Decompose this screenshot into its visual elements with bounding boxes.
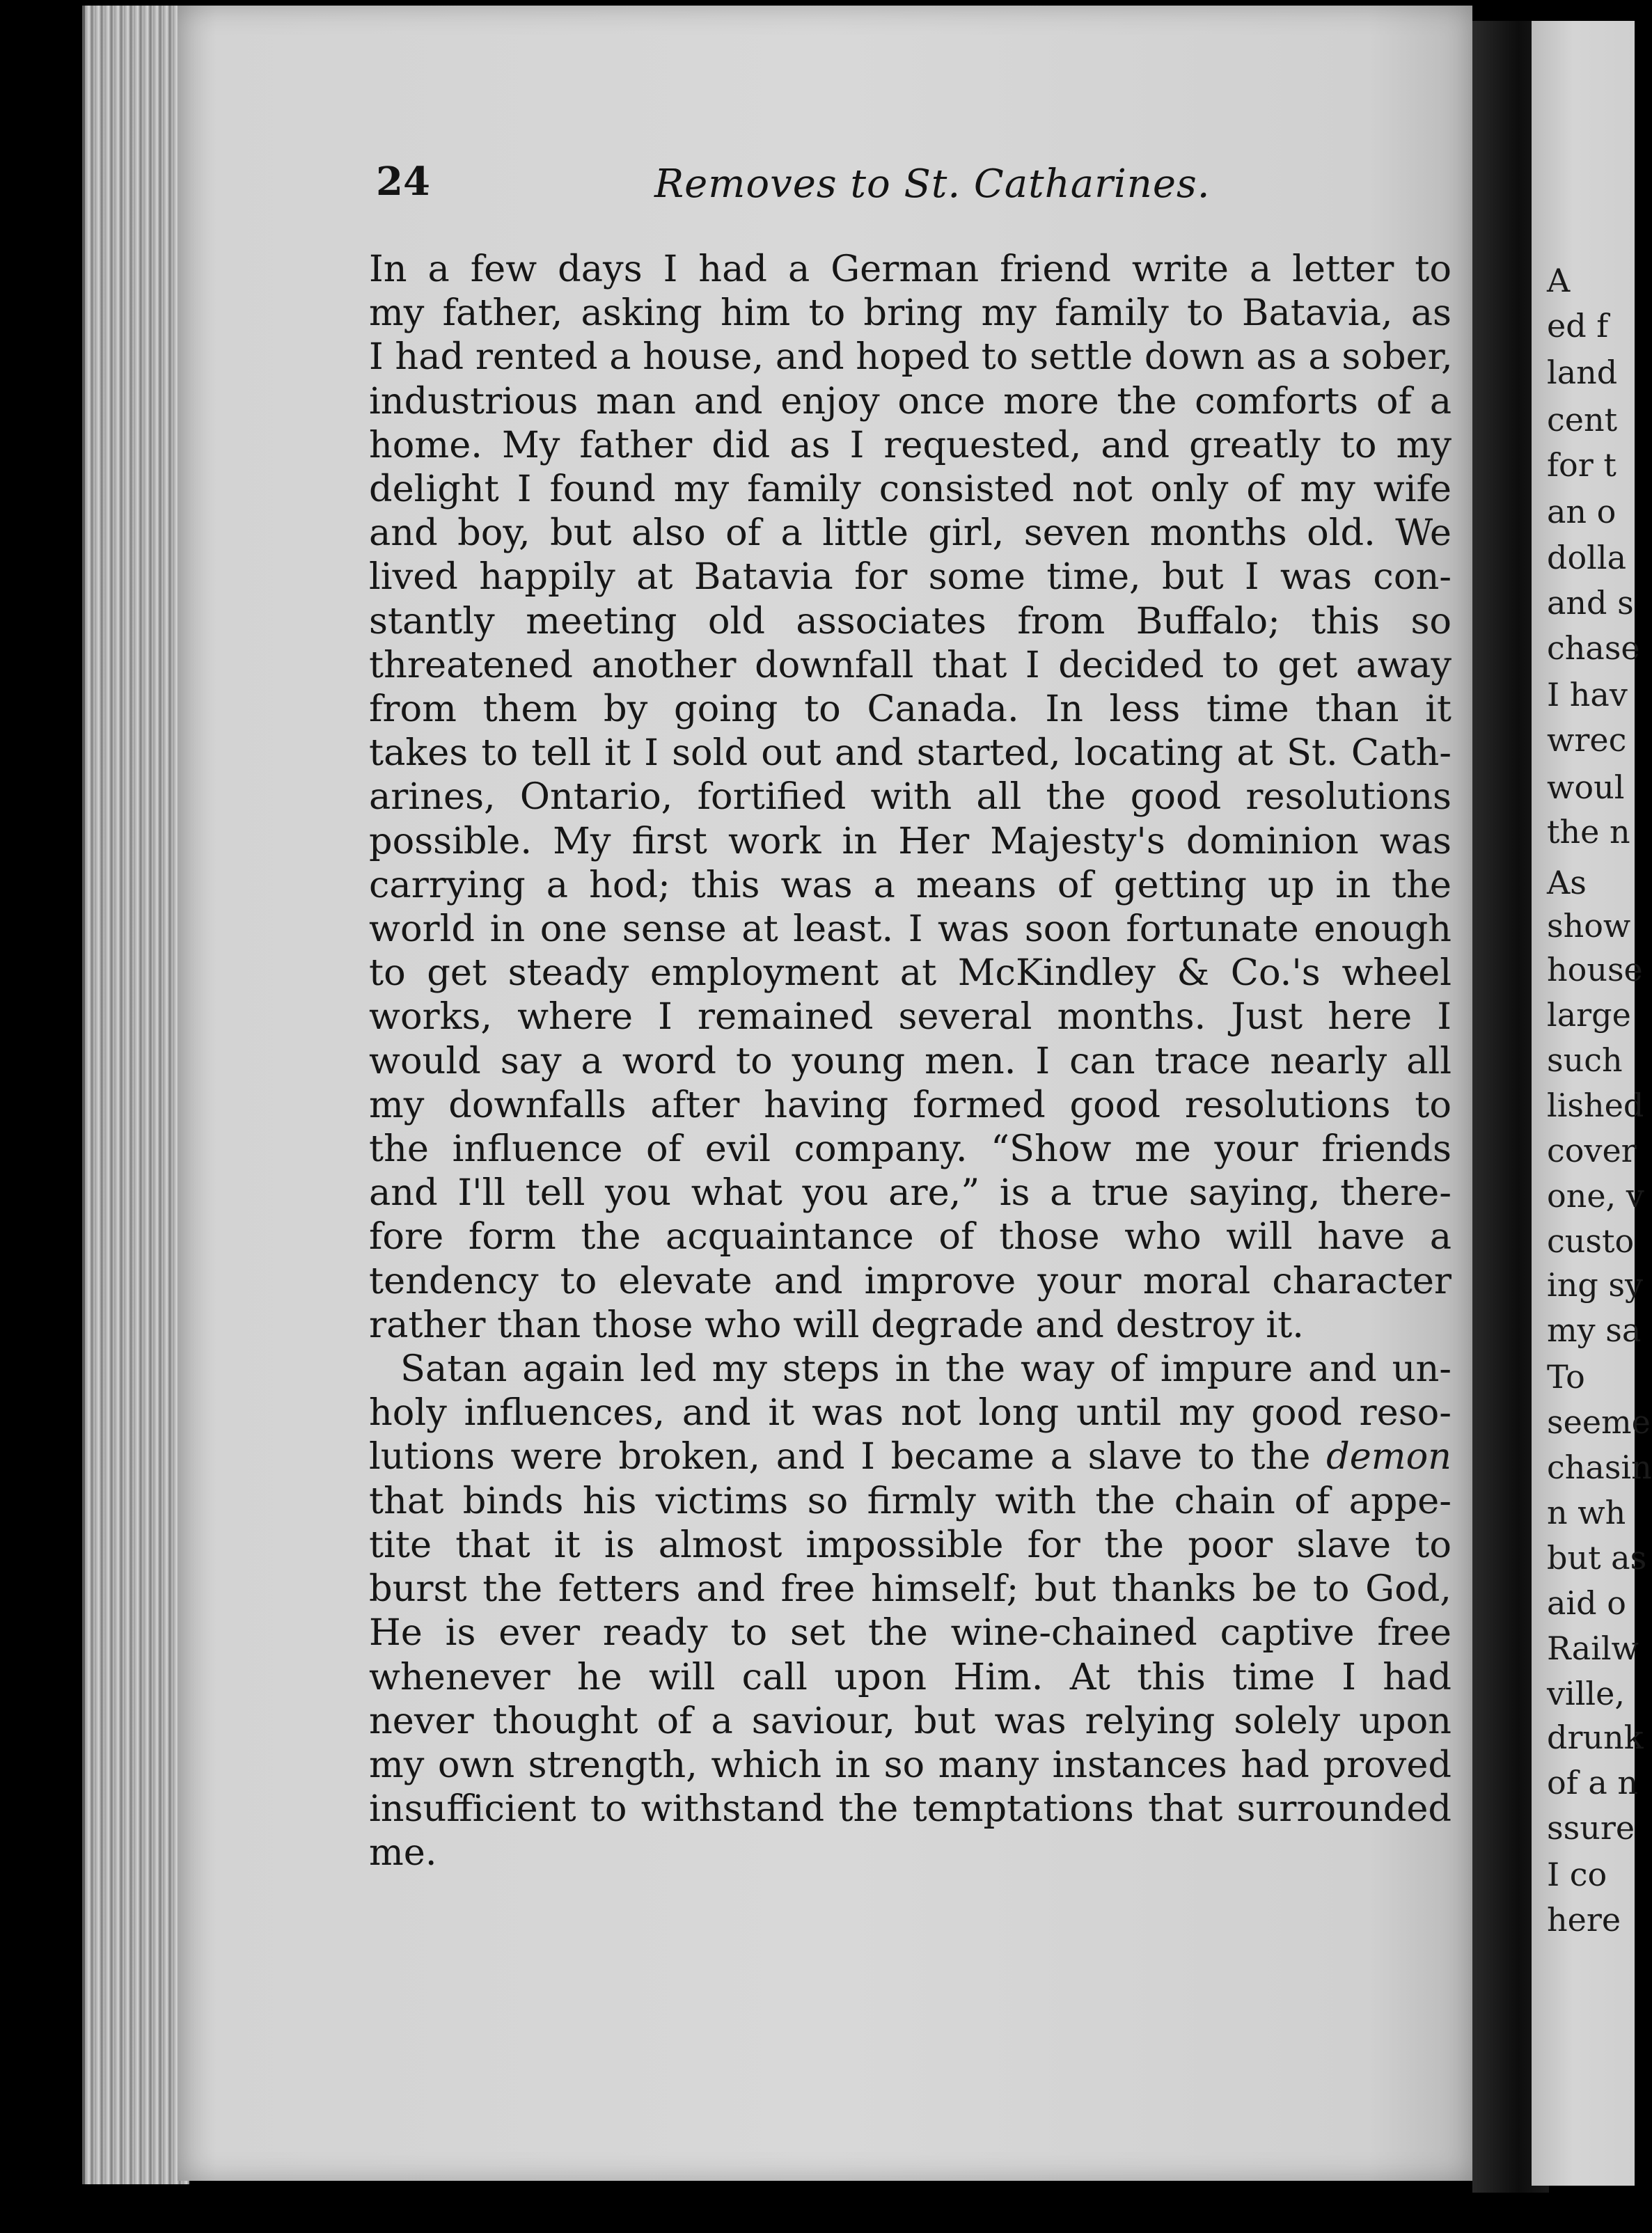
text-line: delight I found my family consisted not only of my wife bbox=[369, 468, 1452, 511]
text-line: my downfalls after having formed good resolutions to bbox=[369, 1083, 1452, 1126]
text-line: me. bbox=[369, 1831, 437, 1875]
text-line: fore form the acquaintance of those who will have a bbox=[369, 1215, 1452, 1258]
page-number: 24 bbox=[376, 159, 430, 205]
right-page-fragment: for t bbox=[1547, 446, 1616, 484]
right-page-fragment: dolla bbox=[1547, 539, 1626, 576]
text-line: to get steady employment at McKindley & Co.'s wheel bbox=[369, 952, 1452, 995]
right-page-fragment: chase bbox=[1547, 629, 1640, 667]
right-page-fragment: cent bbox=[1547, 401, 1618, 439]
text-line: tendency to elevate and improve your moral character bbox=[369, 1259, 1452, 1302]
text-line: from them by going to Canada. In less time than it bbox=[369, 688, 1452, 731]
text-line: and boy, but also of a little girl, seven months old. We bbox=[369, 512, 1452, 555]
right-page-fragment: cover bbox=[1547, 1132, 1637, 1169]
right-page-fragment: To bbox=[1547, 1358, 1585, 1396]
right-page-fragment: chasin bbox=[1547, 1449, 1652, 1486]
text-line: He is ever ready to set the wine-chained captive free bbox=[369, 1611, 1452, 1655]
text-line: stantly meeting old associates from Buffalo; this so bbox=[369, 599, 1452, 642]
text-line: world in one sense at least. I was soon fortunate enough bbox=[369, 908, 1452, 951]
paragraph bbox=[369, 247, 1452, 1347]
text-line: arines, Ontario, fortified with all the good resolutions bbox=[369, 775, 1452, 819]
text-line: would say a word to young men. I can trace nearly all bbox=[369, 1039, 1452, 1082]
text-line: holy influences, and it was not long until my good reso- bbox=[369, 1391, 1452, 1435]
text-line: rather than those who will degrade and destroy it. bbox=[369, 1303, 1304, 1346]
right-page-fragment: the n bbox=[1547, 813, 1630, 851]
right-page-fragment: As bbox=[1547, 864, 1587, 901]
right-page-fragment: n wh bbox=[1547, 1494, 1626, 1531]
right-page-fragment: ssure bbox=[1547, 1809, 1635, 1847]
right-page-fragment: A bbox=[1547, 262, 1571, 299]
right-page-fragment: seeme bbox=[1547, 1403, 1651, 1441]
text-line: takes to tell it I sold out and started, locating at St. Cath- bbox=[369, 732, 1452, 775]
paragraph bbox=[369, 1347, 1452, 1875]
text-line: never thought of a saviour, but was relying solely upon bbox=[369, 1699, 1452, 1742]
text-line: the influence of evil company. “Show me your friends bbox=[369, 1128, 1452, 1171]
right-page-fragment: an o bbox=[1547, 493, 1616, 530]
text-line: carrying a hod; this was a means of getting up in the bbox=[369, 863, 1452, 906]
right-page-fragment: I co bbox=[1547, 1856, 1607, 1893]
text-line: lived happily at Batavia for some time, but I was con- bbox=[369, 555, 1452, 599]
text-line: possible. My first work in Her Majesty's dominion was bbox=[369, 819, 1452, 862]
right-page-fragment: I hav bbox=[1547, 676, 1628, 713]
text-line: works, where I remained several months. Just here I bbox=[369, 995, 1452, 1039]
right-page-fragment: my sa bbox=[1547, 1311, 1642, 1349]
right-page-fragment: ed f bbox=[1547, 307, 1609, 345]
text-line: tite that it is almost impossible for the poor slave to bbox=[369, 1523, 1452, 1566]
text-line: my father, asking him to bring my family to Batavia, as bbox=[369, 292, 1452, 335]
text-line: home. My father did as I requested, and greatly to my bbox=[369, 423, 1452, 466]
right-page-fragment: drunk bbox=[1547, 1719, 1644, 1756]
text-line: my own strength, which in so many instances had proved bbox=[369, 1743, 1452, 1786]
right-page-fragment: Railw bbox=[1547, 1630, 1639, 1667]
text-line: burst the fetters and free himself; but thanks be to God, bbox=[369, 1568, 1452, 1611]
text-line: Satan again led my steps in the way of impure and un- bbox=[400, 1348, 1452, 1391]
page-header bbox=[376, 159, 1490, 214]
right-page-fragment: woul bbox=[1547, 768, 1625, 806]
text-line: lutions were broken, and I became a slave to the demon bbox=[369, 1435, 1452, 1478]
right-page-fragment: of a n bbox=[1547, 1764, 1639, 1801]
right-page-fragment: wrec bbox=[1547, 721, 1627, 759]
right-page-fragment: land bbox=[1547, 354, 1618, 391]
body-text bbox=[369, 247, 1452, 1875]
text-line: whenever he will call upon Him. At this time I had bbox=[369, 1655, 1452, 1698]
text-line: In a few days I had a German friend write a letter to bbox=[369, 248, 1452, 290]
text-line: threatened another downfall that I decided to get away bbox=[369, 643, 1452, 686]
right-page-fragment: ville, bbox=[1547, 1675, 1625, 1712]
right-page-fragment: and s bbox=[1547, 584, 1634, 622]
right-page-fragment: aid o bbox=[1547, 1584, 1626, 1622]
running-title: Removes to St. Catharines. bbox=[654, 161, 1211, 207]
right-page-fragment: custo bbox=[1547, 1222, 1635, 1260]
right-page-fragment: large bbox=[1547, 996, 1631, 1034]
right-page-fragment: here bbox=[1547, 1901, 1621, 1939]
right-page-partial bbox=[1532, 21, 1652, 2186]
text-line: industrious man and enjoy once more the comforts of a bbox=[369, 379, 1452, 423]
page-edges bbox=[82, 6, 189, 2184]
right-page-fragment: ing sy bbox=[1547, 1266, 1643, 1304]
right-page-fragment: such bbox=[1547, 1041, 1623, 1079]
text-line: insufficient to withstand the temptations that surrounded bbox=[369, 1788, 1452, 1831]
right-page-fragment: lished bbox=[1547, 1087, 1644, 1124]
text-line: I had rented a house, and hoped to settle down as a sober, bbox=[369, 336, 1453, 379]
text-line: and I'll tell you what you are,” is a true saying, there- bbox=[369, 1171, 1452, 1215]
right-page-fragment: but as bbox=[1547, 1539, 1647, 1577]
text-line: that binds his victims so firmly with the chain of appe- bbox=[369, 1479, 1452, 1522]
right-page-fragment: show bbox=[1547, 907, 1631, 945]
right-page-fragment: one, v bbox=[1547, 1177, 1644, 1215]
right-page-fragment: house bbox=[1547, 951, 1643, 988]
